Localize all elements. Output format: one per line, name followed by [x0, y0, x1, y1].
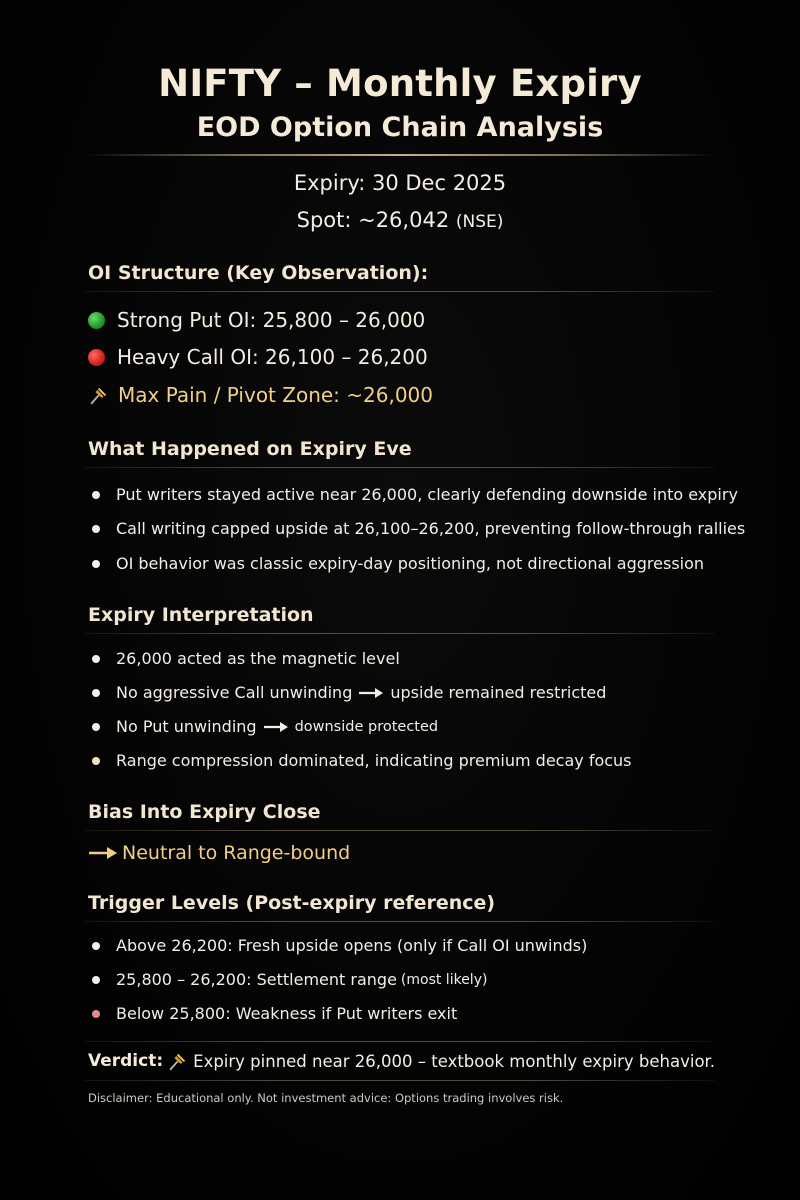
list-item	[92, 519, 745, 538]
bullet-icon	[92, 560, 100, 568]
section-divider	[85, 1080, 715, 1081]
list-item	[92, 554, 704, 573]
list-item-text: Above 26,200: Fresh upside opens (only if Call OI unwinds)	[116, 936, 588, 955]
oi-item-maxpain	[88, 383, 433, 407]
list-item-text: Range compression dominated, indicating premium decay focus	[116, 751, 632, 770]
list-item-text: upside remained restricted	[390, 683, 607, 702]
spot-value: Spot: ~26,042	[296, 208, 450, 232]
arrow-right-icon	[358, 687, 384, 699]
list-item-text: 26,000 acted as the magnetic level	[116, 649, 400, 668]
list-item	[92, 751, 632, 770]
list-item-text: 25,800 – 26,200: Settlement range	[116, 970, 397, 989]
section-divider	[85, 467, 715, 468]
verdict-text: Expiry pinned near 26,000 – textbook monthly expiry behavior.	[193, 1051, 716, 1071]
list-item-text: Put writers stayed active near 26,000, clearly defending downside into expiry	[116, 485, 738, 504]
list-item	[92, 485, 738, 504]
bullet-icon	[92, 655, 100, 663]
oi-item-text: Strong Put OI: 25,800 – 26,000	[117, 308, 426, 332]
list-item-text: downside protected	[294, 718, 439, 735]
oi-item-call	[88, 345, 428, 369]
oi-structure-heading: OI Structure (Key Observation):	[88, 262, 429, 284]
green-circle-icon	[88, 312, 105, 329]
expiry-date: Expiry: 30 Dec 2025	[293, 171, 507, 195]
list-item-text: No Put unwinding	[116, 717, 257, 736]
interpretation-heading: Expiry Interpretation	[88, 604, 314, 626]
expiry-eve-heading: What Happened on Expiry Eve	[88, 438, 412, 460]
oi-item-put	[88, 308, 425, 332]
bullet-icon	[92, 1010, 100, 1018]
title-divider	[85, 154, 715, 156]
bullet-icon	[92, 976, 100, 984]
pushpin-icon	[88, 384, 110, 406]
list-item	[92, 1004, 457, 1023]
bullet-icon	[92, 689, 100, 697]
spot-source: (NSE)	[455, 212, 504, 232]
section-divider	[85, 1041, 715, 1042]
bullet-icon	[92, 491, 100, 499]
list-item-note: (most likely)	[400, 971, 488, 988]
list-item	[92, 649, 400, 668]
red-circle-icon	[88, 349, 105, 366]
list-item	[92, 683, 606, 702]
oi-item-text: Max Pain / Pivot Zone: ~26,000	[118, 383, 434, 407]
oi-item-text: Heavy Call OI: 26,100 – 26,200	[117, 345, 428, 369]
arrow-right-icon	[263, 721, 289, 733]
list-item	[92, 936, 587, 955]
arrow-right-icon	[88, 846, 118, 860]
list-item-text: Call writing capped upside at 26,100–26,200, preventing follow-through rallies	[116, 519, 746, 538]
disclaimer: Disclaimer: Educational only. Not investment advice: Options trading involves risk.	[88, 1091, 564, 1105]
section-divider	[85, 830, 715, 831]
verdict-label: Verdict:	[88, 1051, 164, 1071]
list-item-text: Below 25,800: Weakness if Put writers exit	[116, 1004, 458, 1023]
list-item-text: No aggressive Call unwinding	[116, 683, 353, 702]
triggers-heading: Trigger Levels (Post-expiry reference)	[88, 892, 496, 914]
section-divider	[85, 633, 715, 634]
list-item	[92, 970, 487, 989]
bullet-icon	[92, 942, 100, 950]
page-title: NIFTY – Monthly Expiry	[158, 62, 642, 105]
section-divider	[85, 921, 715, 922]
bullet-icon	[92, 525, 100, 533]
spot-price	[0, 208, 800, 232]
bullet-icon	[92, 723, 100, 731]
bias-value: Neutral to Range-bound	[122, 842, 351, 864]
pushpin-icon	[167, 1050, 189, 1072]
page-subtitle: EOD Option Chain Analysis	[196, 112, 604, 143]
list-item	[92, 717, 438, 736]
verdict-row	[88, 1050, 715, 1072]
list-item-text: OI behavior was classic expiry-day positioning, not directional aggression	[116, 554, 705, 573]
bias-heading: Bias Into Expiry Close	[88, 801, 321, 823]
bullet-icon	[92, 757, 100, 765]
section-divider	[85, 291, 715, 292]
bias-value-row	[88, 842, 350, 864]
